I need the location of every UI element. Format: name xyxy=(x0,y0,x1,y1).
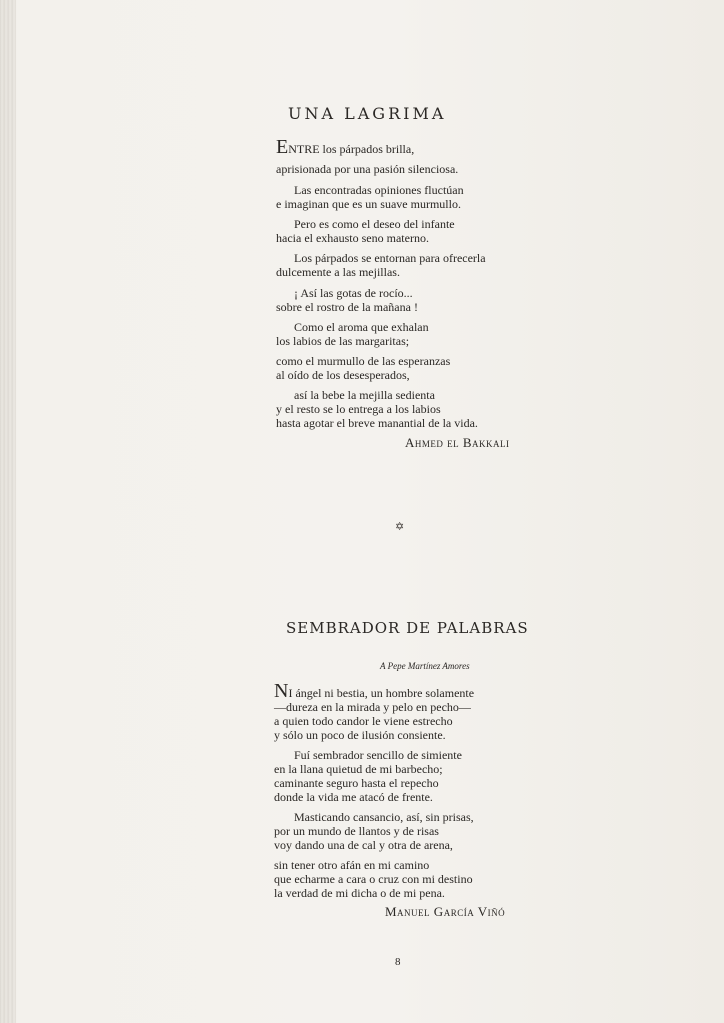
poem-line: como el murmullo de las esperanzas xyxy=(276,354,451,368)
poem-line: —dureza en la mirada y pelo en pecho— xyxy=(274,700,471,714)
poem-line: y sólo un poco de ilusión consiente. xyxy=(274,728,446,742)
first-line-text: NTRE los párpados brilla, xyxy=(288,142,415,156)
drop-initial: E xyxy=(276,136,289,158)
poem-line: e imaginan que es un suave murmullo. xyxy=(276,197,461,211)
poem-line: sobre el rostro de la mañana ! xyxy=(276,300,418,314)
poem-line: hacia el exhausto seno materno. xyxy=(276,231,429,245)
poem-line: sin tener otro afán en mi camino xyxy=(274,858,430,872)
poem-line: hasta agotar el breve manantial de la vida. xyxy=(276,416,478,430)
poem-line: Pero es como el deseo del infante xyxy=(294,217,455,231)
poem-dedication: A Pepe Martínez Amores xyxy=(380,661,470,671)
poem-author: Manuel García Viñó xyxy=(385,904,506,919)
poem-line: y el resto se lo entrega a los labios xyxy=(276,402,441,416)
poem-line: Como el aroma que exhalan xyxy=(294,320,429,334)
poem-line: Las encontradas opiniones fluctúan xyxy=(294,183,464,197)
poem-line: en la llana quietud de mi barbecho; xyxy=(274,762,443,776)
poem-line: voy dando una de cal y otra de arena, xyxy=(274,838,453,852)
poem-line: donde la vida me atacó de frente. xyxy=(274,790,433,804)
first-line-text: I ángel ni bestia, un hombre solamente xyxy=(288,686,475,700)
poem-title: UNA LAGRIMA xyxy=(288,104,447,123)
page-number: 8 xyxy=(395,956,401,968)
poem-line: ¡ Así las gotas de rocío... xyxy=(294,286,413,300)
poem-line: a quien todo candor le viene estrecho xyxy=(274,714,453,728)
poem-line: que echarme a cara o cruz con mi destino xyxy=(274,872,473,886)
poem-line: al oído de los desesperados, xyxy=(276,368,410,382)
poem-line: Masticando cansancio, así, sin prisas, xyxy=(294,810,474,824)
poem-line: dulcemente a las mejillas. xyxy=(276,265,400,279)
poem-line: Los párpados se entornan para ofrecerla xyxy=(294,251,486,265)
poem-line: por un mundo de llantos y de risas xyxy=(274,824,439,838)
poem-line: los labios de las margaritas; xyxy=(276,334,410,348)
poem-title: SEMBRADOR DE PALABRAS xyxy=(286,619,529,637)
drop-initial: N xyxy=(274,680,289,702)
poem-author: Ahmed el Bakkali xyxy=(405,435,510,450)
poem-first-line xyxy=(276,136,415,158)
poem-line: caminante seguro hasta el repecho xyxy=(274,776,439,790)
poem-line: Fuí sembrador sencillo de simiente xyxy=(294,748,462,762)
poem-line: aprisionada por una pasión silenciosa. xyxy=(276,162,459,176)
poem-line: la verdad de mi dicha o de mi pena. xyxy=(274,886,445,900)
star-of-david-icon: ✡ xyxy=(395,520,405,533)
poem-first-line xyxy=(274,680,475,702)
poem-line: así la bebe la mejilla sedienta xyxy=(294,388,435,402)
book-spine-shadow xyxy=(0,0,16,1023)
